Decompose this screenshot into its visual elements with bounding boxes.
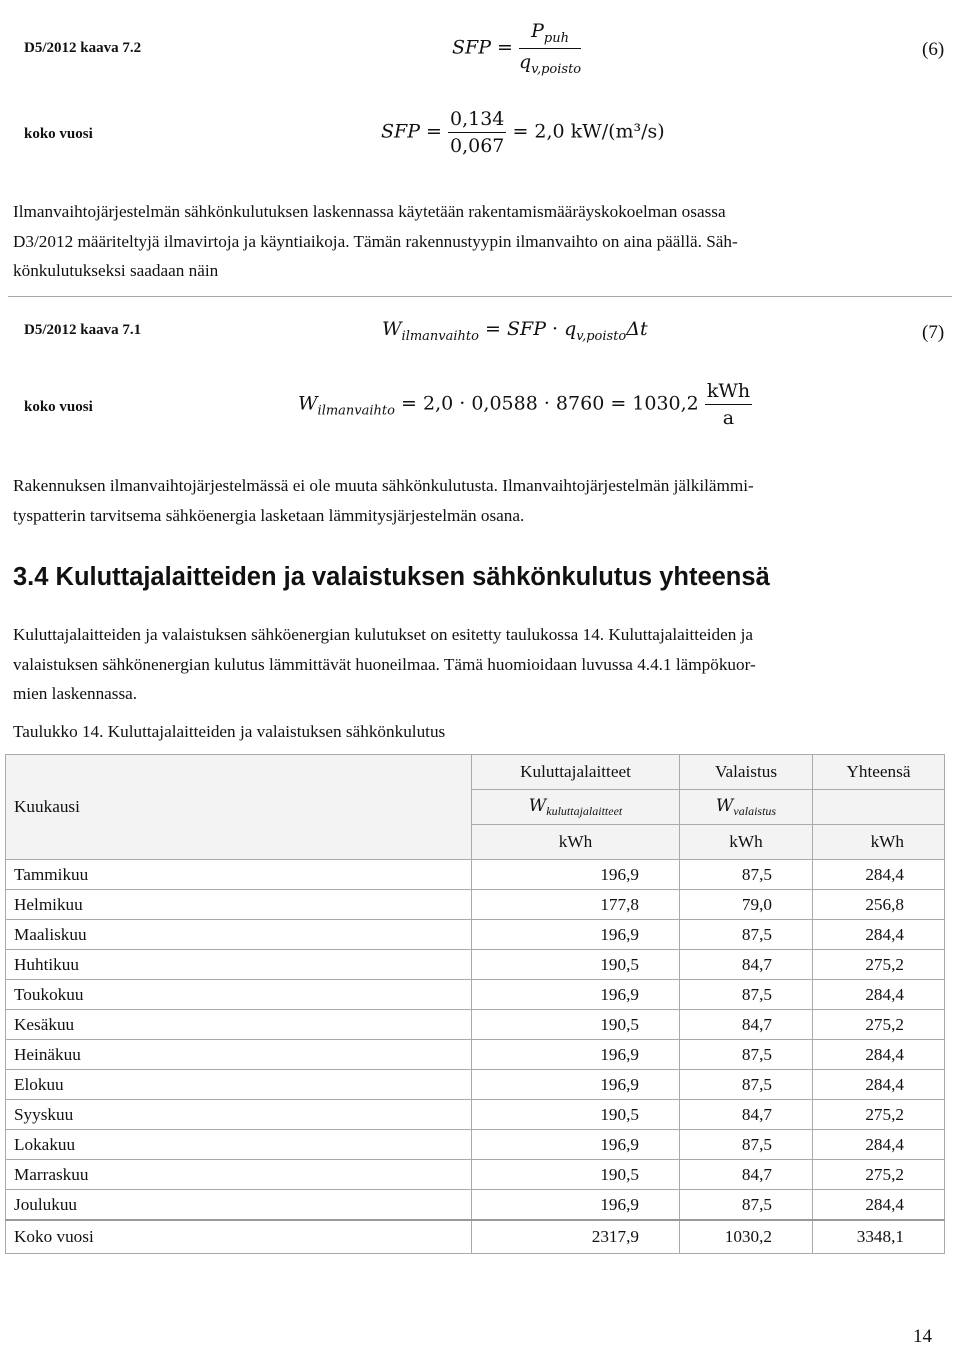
table-row: Marraskuu 190,5 84,7 275,2 (6, 1160, 945, 1190)
equation-label-7b: koko vuosi (24, 399, 93, 415)
equation-7-computed: $W_{ilmanvaihto} = 2,0 \cdot 0,0588 \cdot 8760 = 1030,2$ $\frac{\text{kWh}}{a}$ (298, 380, 751, 429)
table-row: Huhtikuu 190,5 84,7 275,2 (6, 950, 945, 980)
table-caption: Taulukko 14. Kuluttajalaitteiden ja valaistuksen sähkönkulutus (13, 722, 446, 741)
consumption-table (5, 754, 945, 1254)
table-row: Elokuu 196,9 87,5 284,4 (6, 1070, 945, 1100)
section-heading: 3.4 Kuluttajalaitteiden ja valaistuksen sähkönkulutus yhteensä (13, 563, 770, 591)
unit-total: kWh (813, 825, 945, 860)
sfp-fraction: $\frac{P_{puh}}{q_{v,poisto}}$ (519, 20, 582, 77)
equation-6-computed: SFP = $\frac{0,134}{0,067}$ = 2,0 kW/(m³/s) (381, 108, 665, 157)
paragraph-ventilation-calc: Ilmanvaihtojärjestelmän sähkönkulutuksen laskennassa käytetään rakentamismääräyskokoelman osassa D3/2012 määriteltyjä ilmavirtoja ja käyntiaikoja. Tämän rakennustyypin ilmanvaihto on aina päällä. Säh- könkulutukseksi saadaan näin (13, 202, 738, 280)
paragraph-ventilation-note: Rakennuksen ilmanvaihtojärjestelmässä ei ole muuta sähkönkulutusta. Ilmanvaihtojärjestelmän jälkilämmi- tyspatterin tarvitsema sähköenergia lasketaan lämmitysjärjestelmän osana. (13, 476, 754, 525)
sfp-value-fraction: $\frac{0,134}{0,067}$ (450, 108, 505, 157)
symbol-total-empty (813, 790, 945, 825)
equation-label-6b: koko vuosi (24, 126, 93, 142)
equation-number-7: (7) (922, 322, 945, 343)
table-row: Lokakuu 196,9 87,5 284,4 (6, 1130, 945, 1160)
sfp-symbol: SFP (452, 36, 491, 59)
table-row: Joulukuu 196,9 87,5 284,4 (6, 1190, 945, 1221)
table-row: Toukokuu 196,9 87,5 284,4 (6, 980, 945, 1010)
paragraph-consumption: Kuluttajalaitteiden ja valaistuksen sähköenergian kulutukset on esitetty taulukossa 14. Kuluttajalaitteiden ja valaistuksen sähkönenergian kulutus lämmittävät huoneilmaa. Tämä huomioidaan luvussa 4.4.1 lämpökuor- mien laskennassa. (13, 625, 756, 703)
symbol-consumer-devices: $W_{kuluttajalaitteet}$ (472, 790, 680, 825)
unit-fraction: $\frac{\text{kWh}}{a}$ (706, 380, 751, 429)
header-lighting: Valaistus (680, 755, 813, 790)
table-row: Tammikuu 196,9 87,5 284,4 (6, 860, 945, 890)
page-number: 14 (913, 1326, 932, 1347)
equation-number-6: (6) (922, 39, 945, 60)
table-row: Helmikuu 177,8 79,0 256,8 (6, 890, 945, 920)
table-row: Heinäkuu 196,9 87,5 284,4 (6, 1040, 945, 1070)
equation-7: $W_{ilmanvaihto}$ = SFP · $q_{v,poisto}\Delta t$ (382, 318, 648, 344)
equation-6 (452, 20, 581, 77)
table-row: Syyskuu 190,5 84,7 275,2 (6, 1100, 945, 1130)
table-row: Maaliskuu 196,9 87,5 284,4 (6, 920, 945, 950)
header-consumer-devices: Kuluttajalaitteet (472, 755, 680, 790)
equals-sign: = (497, 36, 513, 59)
equation-label-7: D5/2012 kaava 7.1 (24, 322, 142, 338)
unit-lighting: kWh (680, 825, 813, 860)
symbol-lighting: $W_{valaistus}$ (680, 790, 813, 825)
table-row: Kesäkuu 190,5 84,7 275,2 (6, 1010, 945, 1040)
header-month: Kuukausi (6, 755, 472, 860)
table-total-row: Koko vuosi 2317,9 1030,2 3348,1 (6, 1220, 945, 1254)
header-total: Yhteensä (813, 755, 945, 790)
table-body (6, 860, 945, 1254)
equation-label-6: D5/2012 kaava 7.2 (24, 40, 142, 56)
separator-line (8, 296, 952, 297)
unit-consumer-devices: kWh (472, 825, 680, 860)
